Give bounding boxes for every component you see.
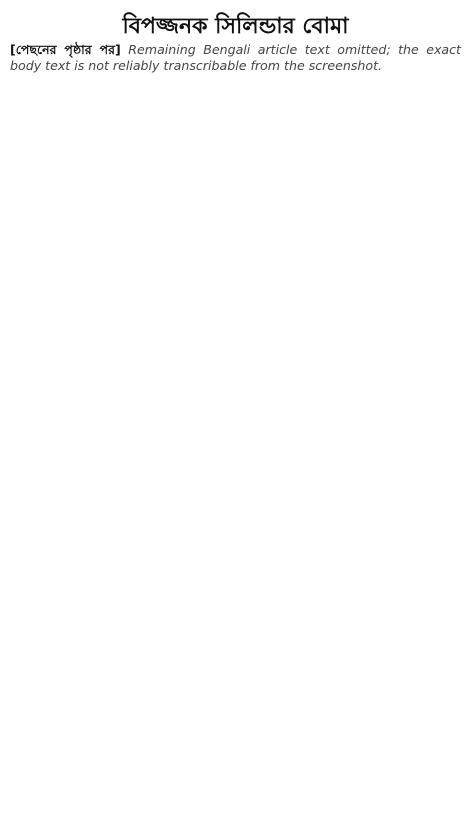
top-cut-text xyxy=(10,2,461,14)
article-body xyxy=(10,42,461,74)
article-headline: বিপজ্জনক সিলিন্ডার বোমা xyxy=(122,14,349,39)
omitted-text-note: Remaining Bengali article text omitted; the exact body text is not reliably transcribable from the screenshot. xyxy=(10,42,461,74)
continued-label: [পেছনের পৃষ্ঠার পর] xyxy=(10,42,121,57)
